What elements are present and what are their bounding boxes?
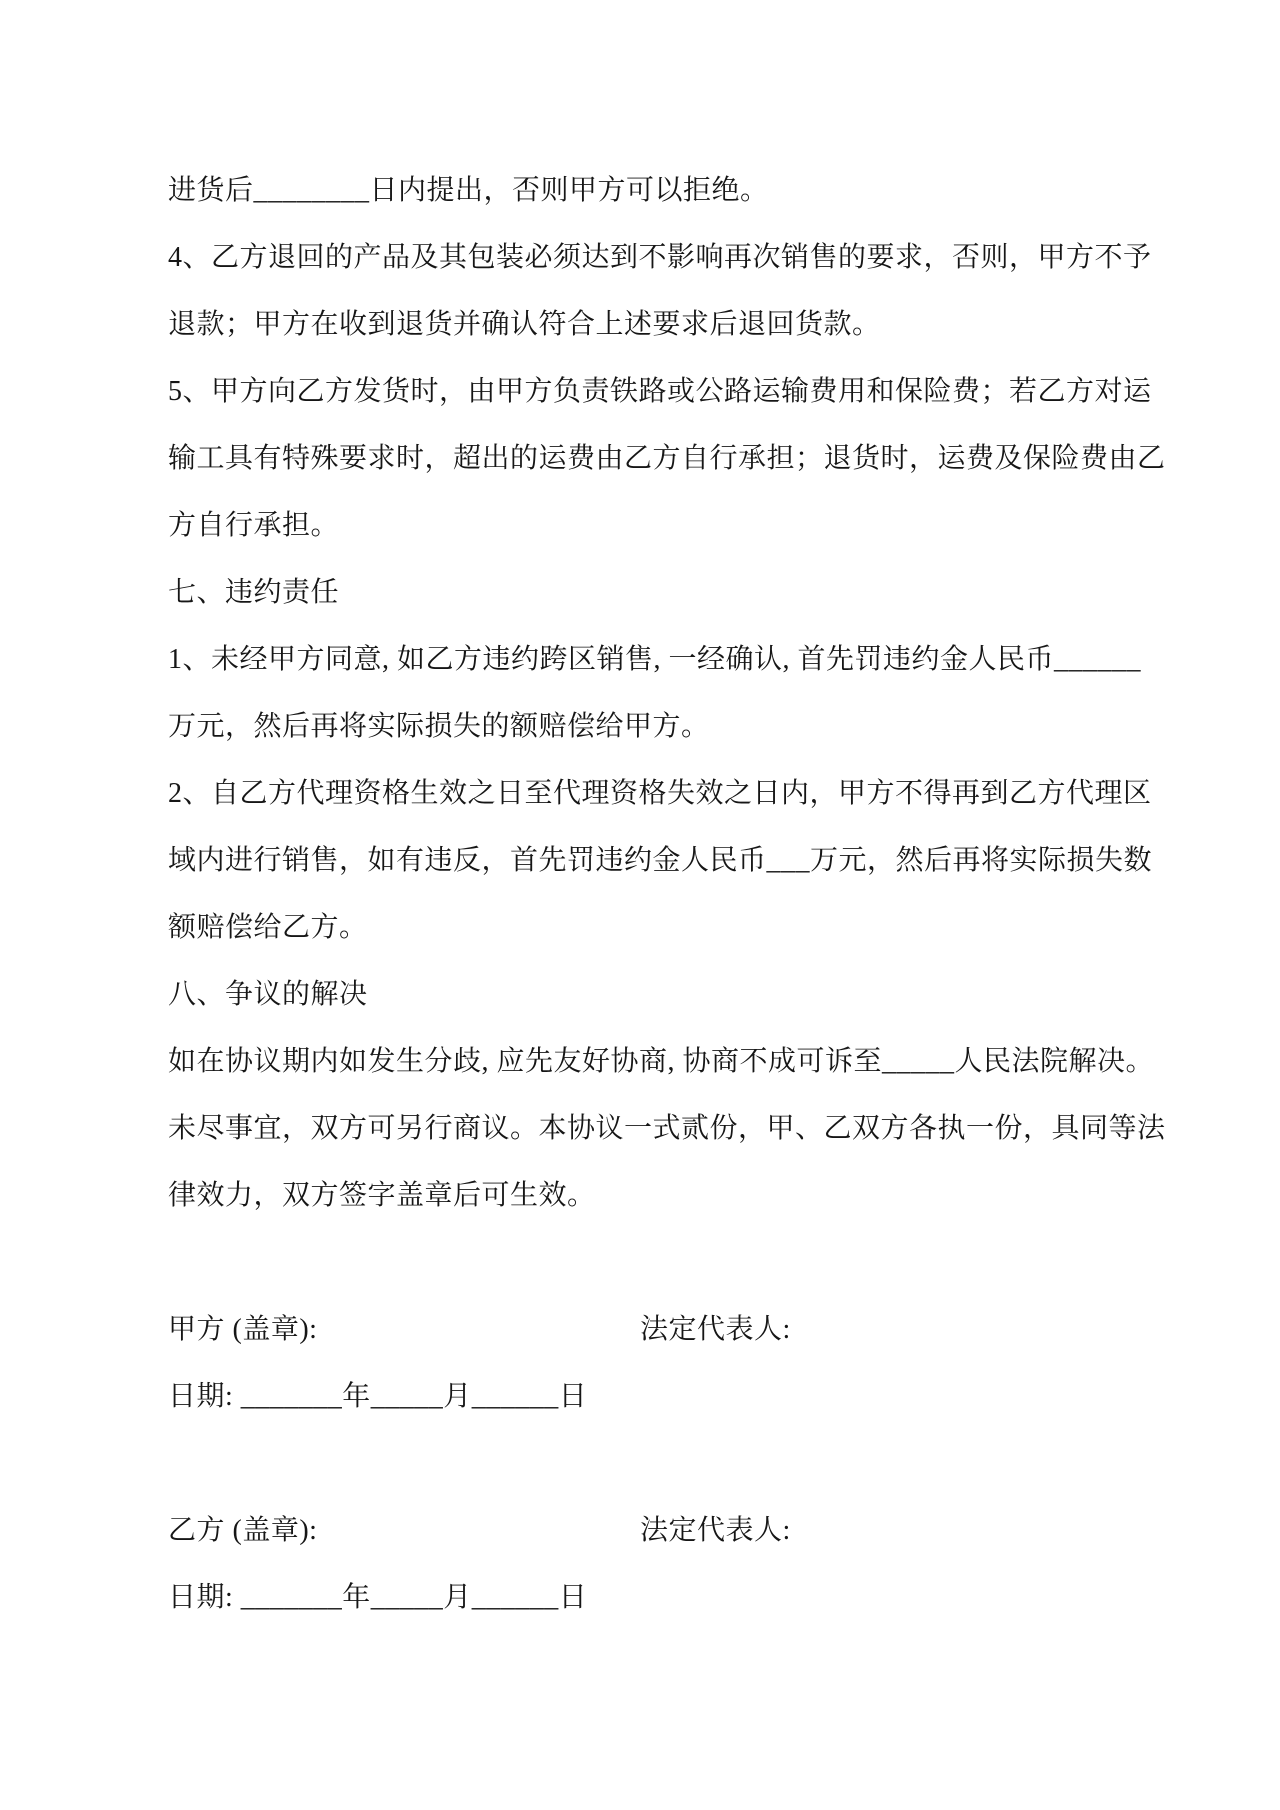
section-heading-7-breach-liability: 七、违约责任 xyxy=(168,577,340,608)
party-a-seal-label: 甲方 (盖章): xyxy=(168,1314,318,1345)
contract-clause-5-line-1: 5、甲方向乙方发货时，由甲方负责铁路或公路运输费用和保险费；若乙方对运 xyxy=(168,376,1152,407)
contract-clause-5-line-2: 输工具有特殊要求时，超出的运费由乙方自行承担；退货时，运费及保险费由乙 xyxy=(168,443,1166,474)
breach-clause-2-line-2: 域内进行销售，如有违反，首先罚违约金人民币___万元，然后再将实际损失数 xyxy=(168,845,1153,876)
dispute-clause-line-1: 如在协议期内如发生分歧, 应先友好协商, 协商不成可诉至_____人民法院解决。 xyxy=(168,1046,1155,1077)
blank-line xyxy=(168,1229,1128,1296)
breach-clause-2-line-3: 额赔偿给乙方。 xyxy=(168,912,368,943)
blank-line xyxy=(168,1430,1128,1497)
contract-clause-5-line-3: 方自行承担。 xyxy=(168,510,340,541)
party-b-legal-rep-label: 法定代表人: xyxy=(640,1515,791,1546)
party-a-signature-row xyxy=(168,1296,1128,1363)
contract-page-body xyxy=(168,157,1166,1631)
dispute-clause-line-3: 律效力，双方签字盖章后可生效。 xyxy=(168,1180,596,1211)
breach-clause-2-line-1: 2、自乙方代理资格生效之日至代理资格失效之日内，甲方不得再到乙方代理区 xyxy=(168,778,1152,809)
contract-clause-4-line-2: 退款；甲方在收到退货并确认符合上述要求后退回货款。 xyxy=(168,309,881,340)
party-a-date-line: 日期: _______年_____月______日 xyxy=(168,1381,588,1412)
party-a-legal-rep-label: 法定代表人: xyxy=(640,1314,791,1345)
party-b-seal-label: 乙方 (盖章): xyxy=(168,1515,318,1546)
party-b-signature-row xyxy=(168,1497,1128,1564)
breach-clause-1-line-2: 万元，然后再将实际损失的额赔偿给甲方。 xyxy=(168,711,710,742)
contract-clause-4-line-1: 4、乙方退回的产品及其包装必须达到不影响再次销售的要求，否则，甲方不予 xyxy=(168,242,1152,273)
section-heading-8-dispute-resolution: 八、争议的解决 xyxy=(168,979,368,1010)
contract-line-return-deadline: 进货后________日内提出，否则甲方可以拒绝。 xyxy=(168,175,769,206)
breach-clause-1-line-1: 1、未经甲方同意, 如乙方违约跨区销售, 一经确认, 首先罚违约金人民币______ xyxy=(168,644,1142,675)
party-b-date-line: 日期: _______年_____月______日 xyxy=(168,1582,588,1613)
dispute-clause-line-2: 未尽事宜，双方可另行商议。本协议一式贰份，甲、乙双方各执一份，具同等法 xyxy=(168,1113,1166,1144)
